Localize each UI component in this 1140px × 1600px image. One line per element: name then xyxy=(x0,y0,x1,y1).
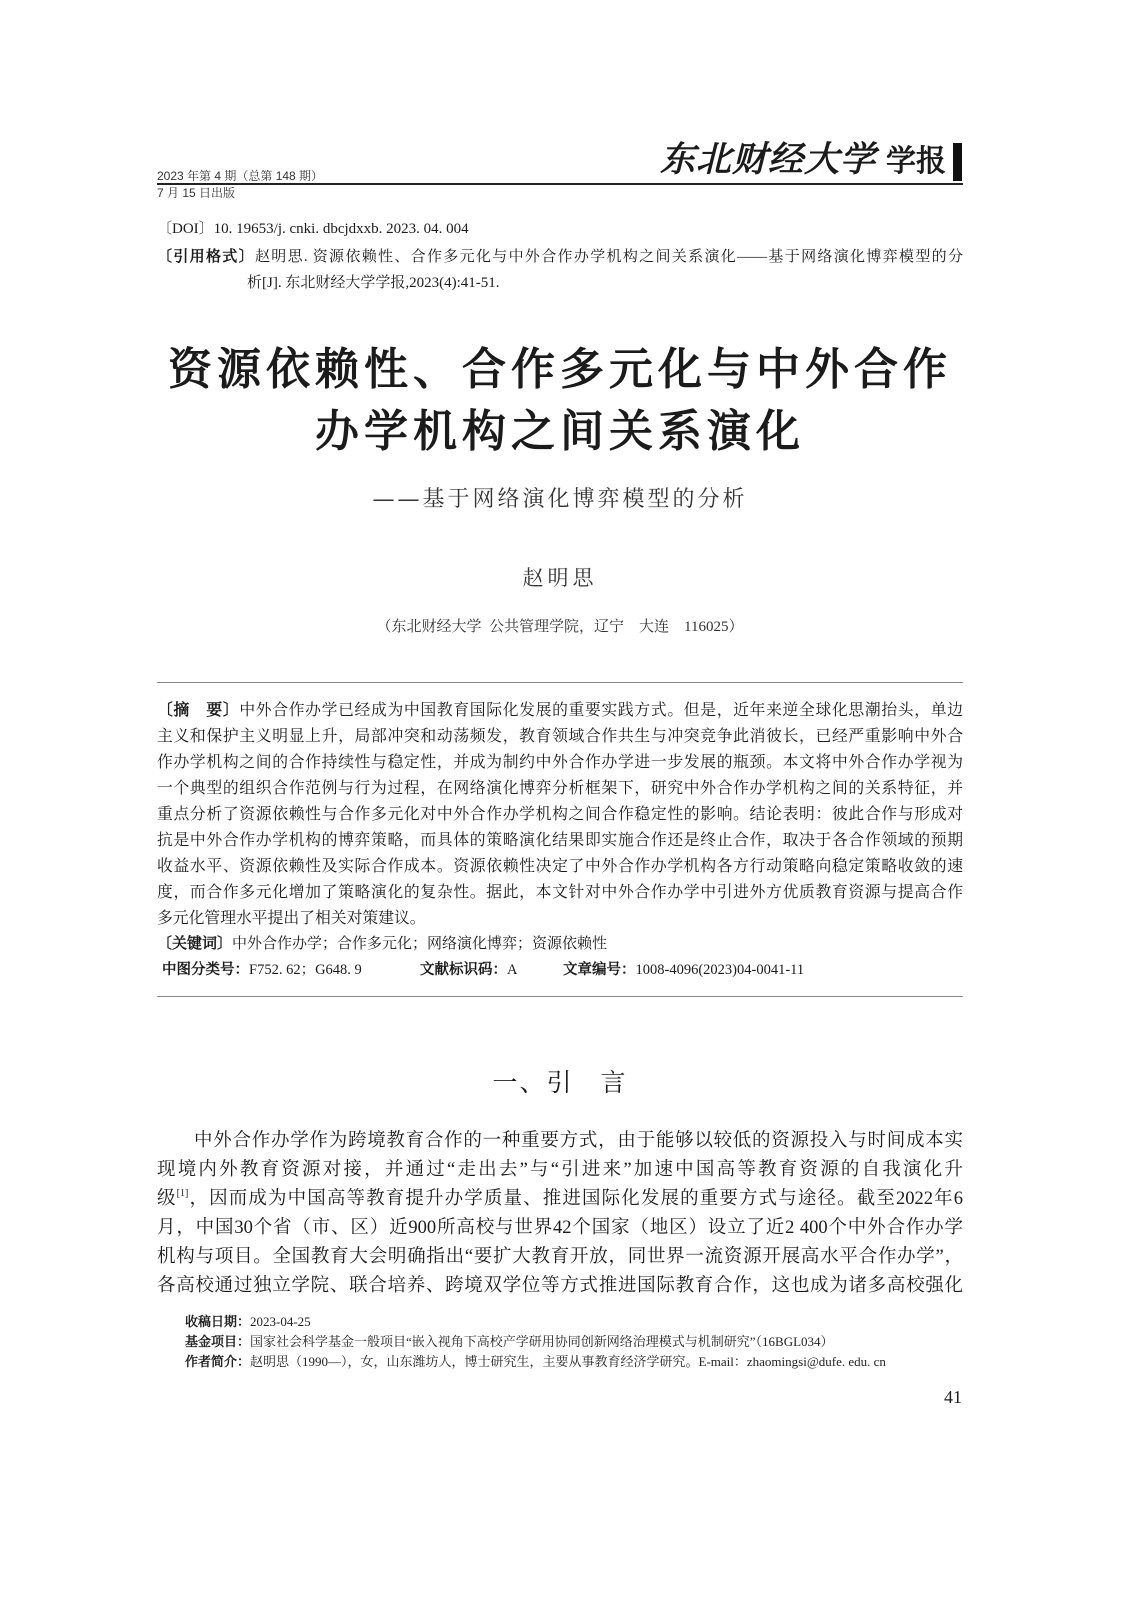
body-paragraph xyxy=(157,1127,963,1301)
footnote-label: 基金项目： xyxy=(185,1334,251,1349)
citation-text-1: 赵明思. 资源依赖性、合作多元化与中外合作办学机构之间关系演化——基于网络演化博弈模型的分 xyxy=(254,249,963,265)
footnote-text: 国家社会科学基金一般项目“嵌入视角下高校产学研用协同创新网络治理模式与机制研究”（16BGL034） xyxy=(250,1334,834,1349)
article-number xyxy=(563,957,804,983)
abstract-text: 中外合作办学已经成为中国教育国际化发展的重要实践方式。但是，近年来逆全球化思潮抬头，单边 xyxy=(239,702,963,719)
subtitle: ——基于网络演化博弈模型的分析 xyxy=(372,487,748,512)
abstract-line: 多元化管理水平提出了相关对策建议。 xyxy=(157,910,426,927)
body-line: 各高校通过独立学院、联合培养、跨境双学位等方式推进国际教育合作，这也成为诸多高校强化 xyxy=(157,1276,963,1296)
journal-logo: 东北财经大学 xyxy=(660,139,877,180)
body-text: ，因而成为中国高等教育提升办学质量、推进国际化发展的重要方式与途径。截至2022年6 xyxy=(188,1189,963,1209)
abstract-line: 抗是中外合作办学机构的博弈策略，而具体的策略演化结果即实施合作还是终止合作，取决于各合作领域的预期 xyxy=(157,832,963,849)
document-code-label: 文献标识码： xyxy=(420,962,507,978)
body-line: 现境内外教育资源对接，并通过“走出去”与“引进来”加速中国高等教育资源的自我演化升 xyxy=(157,1160,963,1180)
keywords-label: 〔关键词〕 xyxy=(157,936,233,952)
document-code xyxy=(420,957,517,983)
journal-masthead xyxy=(660,138,946,182)
body-line: 月，中国30个省（市、区）近900所高校与世界42个国家（地区）设立了近2 400个中外合作办学 xyxy=(157,1218,963,1238)
body-line: 中外合作办学作为跨境教育合作的一种重要方式，由于能够以较低的资源投入与时间成本实 xyxy=(194,1131,963,1151)
abstract xyxy=(157,698,963,932)
abstract-line: 一个典型的组织合作范例与行为过程，在网络演化博弈分析框架下，研究中外合作办学机构之间的关系特征，并 xyxy=(157,780,963,797)
doi-value: 10. 19653/j. cnki. dbcjdxxb. 2023. 04. 004 xyxy=(213,221,469,237)
affiliation: （东北财经大学 公共管理学院，辽宁 大连 116025） xyxy=(376,619,744,635)
abstract-line: 重点分析了资源依赖性与合作多元化对中外合作办学机构之间合作稳定性的影响。结论表明：彼此合作与形成对 xyxy=(157,806,963,823)
citation-line-1 xyxy=(157,244,963,270)
abstract-bottom-rule xyxy=(157,996,963,997)
abstract-label: 〔摘 要〕 xyxy=(157,702,240,719)
footnote-label: 收稿日期： xyxy=(185,1314,251,1329)
document-code-value: A xyxy=(507,962,518,978)
abstract-line: 度，而合作多元化增加了策略演化的复杂性。据此，本文针对中外合作办学中引进外方优质教育资源与提高合作 xyxy=(157,884,963,901)
section-heading: 一、引 言 xyxy=(492,1068,628,1097)
article-number-label: 文章编号： xyxy=(563,962,636,978)
footnote-author-bio xyxy=(185,1352,886,1372)
body-line xyxy=(157,1185,963,1214)
footnote-text: 赵明思（1990—），女，山东潍坊人，博士研究生，主要从事教育经济学研究。E-mail：zhaomingsi@dufe. edu. cn xyxy=(250,1354,886,1369)
footnote-received-date xyxy=(185,1312,311,1332)
title-line-2: 办学机构之间关系演化 xyxy=(315,406,805,457)
header-rule xyxy=(157,183,963,185)
article-number-value: 1008-4096(2023)04-0041-11 xyxy=(635,962,805,978)
doi-label: 〔DOI〕 xyxy=(157,221,214,237)
body-line: 机构与项目。全国教育大会明确指出“要扩大教育开放，同世界一流资源开展高水平合作办学”， xyxy=(157,1247,963,1267)
journal-suffix: 学报 xyxy=(886,144,947,179)
publish-date: 7 月 15 日出版 xyxy=(157,186,236,200)
clc-label: 中图分类号： xyxy=(162,962,249,978)
abstract-line: 作办学机构之间的合作持续性与稳定性，并成为制约中外合作办学进一步发展的瓶颈。本文将中外合作办学视为 xyxy=(157,754,963,771)
footnote-text: 2023-04-25 xyxy=(250,1314,311,1329)
abstract-line: 主义和保护主义明显上升，局部冲突和动荡频发，教育领域合作共生与冲突竞争此消彼长，已经严重影响中外合 xyxy=(157,728,963,745)
author-name: 赵明思 xyxy=(522,566,598,590)
title-line-1: 资源依赖性、合作多元化与中外合作 xyxy=(168,344,952,395)
keywords-text: 中外合作办学；合作多元化；网络演化博弈；资源依赖性 xyxy=(232,936,608,952)
footnote-label: 作者简介： xyxy=(185,1354,251,1369)
issue-info: 2023 年第 4 期（总第 148 期） xyxy=(157,169,324,183)
abstract-top-rule xyxy=(157,682,963,683)
abstract-line xyxy=(157,698,963,724)
citation-label: 〔引用格式〕 xyxy=(157,249,255,265)
page-number: 41 xyxy=(944,1387,962,1407)
abstract-line: 收益水平、资源依赖性及实际合作成本。资源依赖性决定了中外合作办学机构各方行动策略向稳定策略收敛的速 xyxy=(157,858,963,875)
footnote-funding xyxy=(185,1332,834,1352)
masthead-bar xyxy=(953,143,962,181)
keywords xyxy=(157,931,963,957)
clc-number xyxy=(162,957,362,983)
clc-value: F752. 62；G648. 9 xyxy=(249,962,362,978)
doi-line xyxy=(157,216,469,242)
body-text: 级 xyxy=(157,1189,177,1209)
citation-reference: [1] xyxy=(176,1188,189,1199)
citation-line-2: 析[J]. 东北财经大学学报,2023(4):41-51. xyxy=(247,275,500,291)
